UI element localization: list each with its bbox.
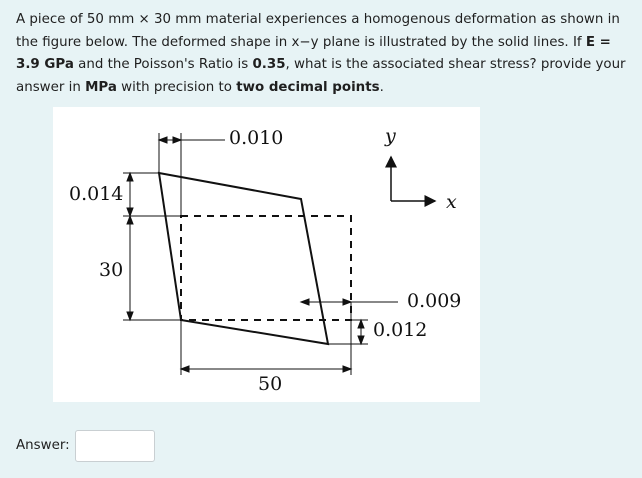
label-right-lower-offset: 0.012 — [373, 319, 428, 341]
question-part2: and the Poisson's Ratio is — [73, 57, 253, 72]
label-top-offset: 0.010 — [229, 127, 284, 149]
right-upper-dimension — [301, 299, 398, 320]
label-left-offset: 0.014 — [69, 183, 124, 205]
question-part3: , what is the associated shear stress? provide your answer in — [16, 57, 626, 95]
answer-unit: MPa — [85, 79, 117, 95]
right-lower-dimension — [328, 320, 368, 344]
undeformed-shape — [181, 216, 351, 320]
question-text — [16, 9, 638, 99]
answer-label: Answer: — [16, 438, 70, 453]
label-width: 50 — [258, 373, 283, 395]
label-right-upper-offset: 0.009 — [407, 290, 462, 312]
question-part4: with precision to — [116, 79, 237, 95]
question-part1: A piece of 50 mm × 30 mm material experiences a homogenous deformation as shown in the figure below. The deformed shape in x−y plane is illustrated by the solid lines. If — [16, 12, 620, 50]
modulus-value: E = 3.9 GPa — [16, 34, 611, 72]
left-upper-dimension — [123, 173, 181, 216]
precision-requirement: two decimal points — [236, 79, 380, 95]
axis-x-label: x — [446, 191, 457, 213]
question-part5: . — [379, 79, 384, 95]
deformation-figure — [53, 107, 480, 402]
label-height: 30 — [99, 259, 124, 281]
poisson-ratio-value: 0.35 — [252, 57, 286, 72]
coordinate-axes — [391, 157, 435, 201]
answer-input[interactable] — [75, 430, 155, 462]
deformed-shape — [159, 173, 328, 344]
axis-y-label: y — [385, 125, 396, 147]
deformation-diagram — [53, 107, 480, 402]
